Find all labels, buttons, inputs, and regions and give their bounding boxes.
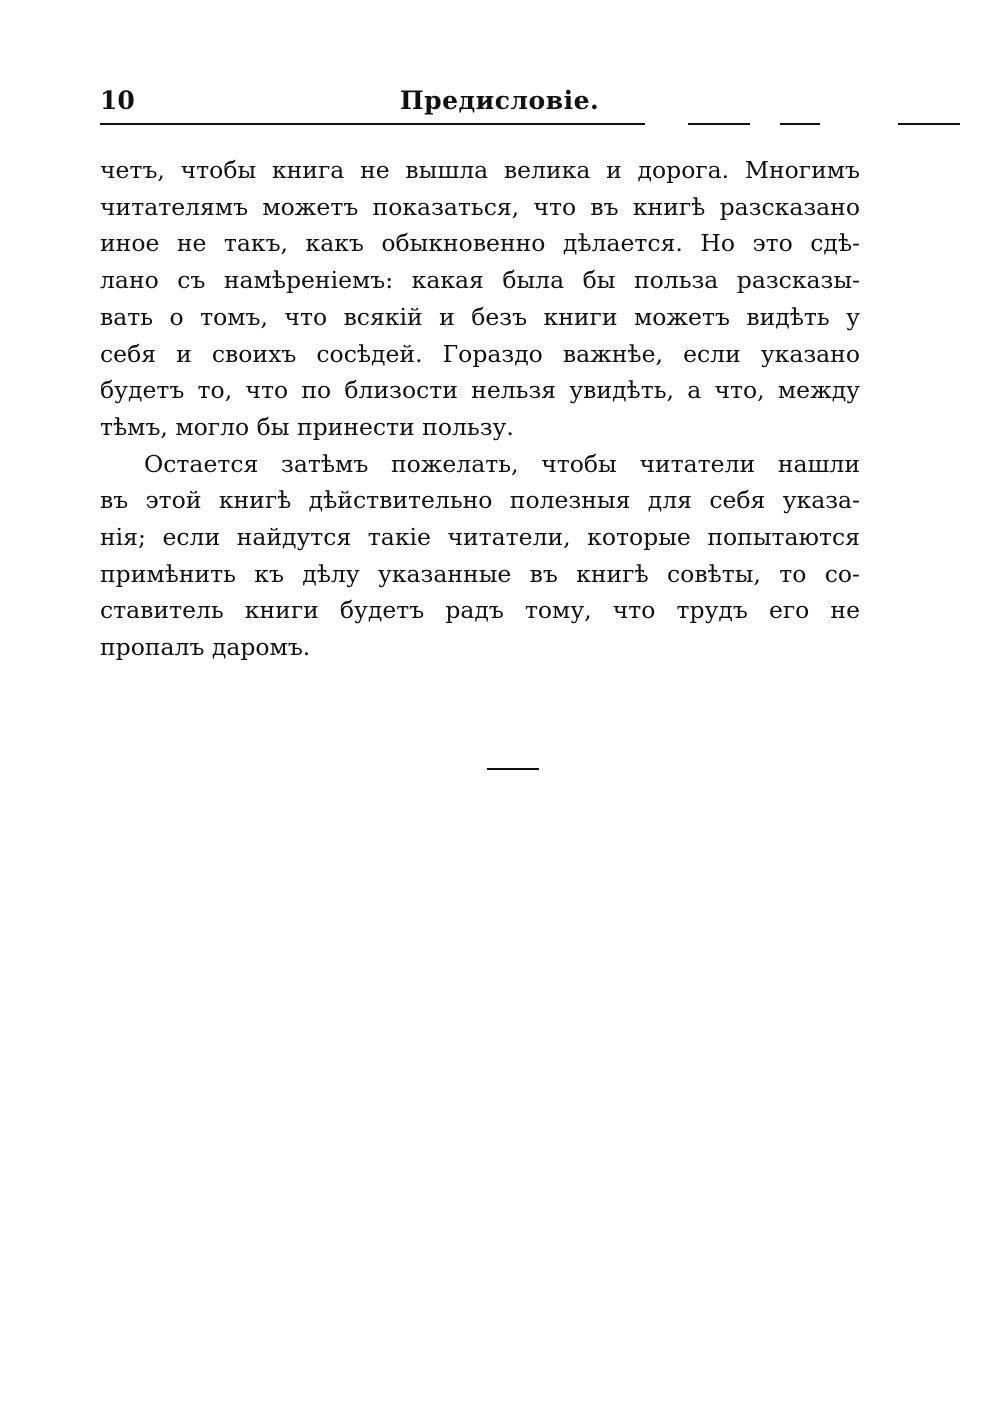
page-number: 10 bbox=[100, 86, 135, 115]
section-end-rule bbox=[487, 768, 539, 770]
text-line: будетъ то, что по близости нельзя увидѣть, а что, между bbox=[100, 376, 860, 405]
text-line: пропалъ даромъ. bbox=[100, 633, 311, 662]
paragraph-2 bbox=[100, 446, 860, 666]
text-line: нія; если найдутся такіе читатели, которые попытаются bbox=[100, 523, 860, 552]
text-line: иное не такъ, какъ обыкновенно дѣлается. Но это сдѣ- bbox=[100, 229, 860, 258]
running-title: Предисловіе. bbox=[400, 86, 600, 115]
page-header bbox=[100, 86, 860, 126]
header-rule-segment bbox=[898, 123, 960, 125]
body-text bbox=[100, 152, 860, 666]
text-line: примѣнить къ дѣлу указанные въ книгѣ совѣты, то со- bbox=[100, 559, 860, 588]
text-line: лано съ намѣреніемъ: какая была бы польза разсказы- bbox=[100, 266, 860, 295]
text-line: вать о томъ, что всякій и безъ книги можетъ видѣть у bbox=[100, 302, 860, 331]
text-line: ставитель книги будетъ радъ тому, что трудъ его не bbox=[100, 596, 860, 625]
text-line: въ этой книгѣ дѣйствительно полезныя для себя указа- bbox=[100, 486, 860, 515]
text-line: тѣмъ, могло бы принести пользу. bbox=[100, 412, 514, 441]
text-line: Остается затѣмъ пожелать, чтобы читатели нашли bbox=[144, 449, 860, 478]
paragraph-1 bbox=[100, 152, 860, 446]
text-line: четъ, чтобы книга не вышла велика и дорога. Многимъ bbox=[100, 156, 860, 184]
header-rule bbox=[100, 123, 645, 125]
header-rule-segment bbox=[780, 123, 820, 125]
text-line: себя и своихъ сосѣдей. Гораздо важнѣе, если указано bbox=[100, 339, 860, 368]
header-rule-segment bbox=[688, 123, 750, 125]
text-line: читателямъ можетъ показаться, что въ книгѣ разсказано bbox=[100, 192, 860, 221]
